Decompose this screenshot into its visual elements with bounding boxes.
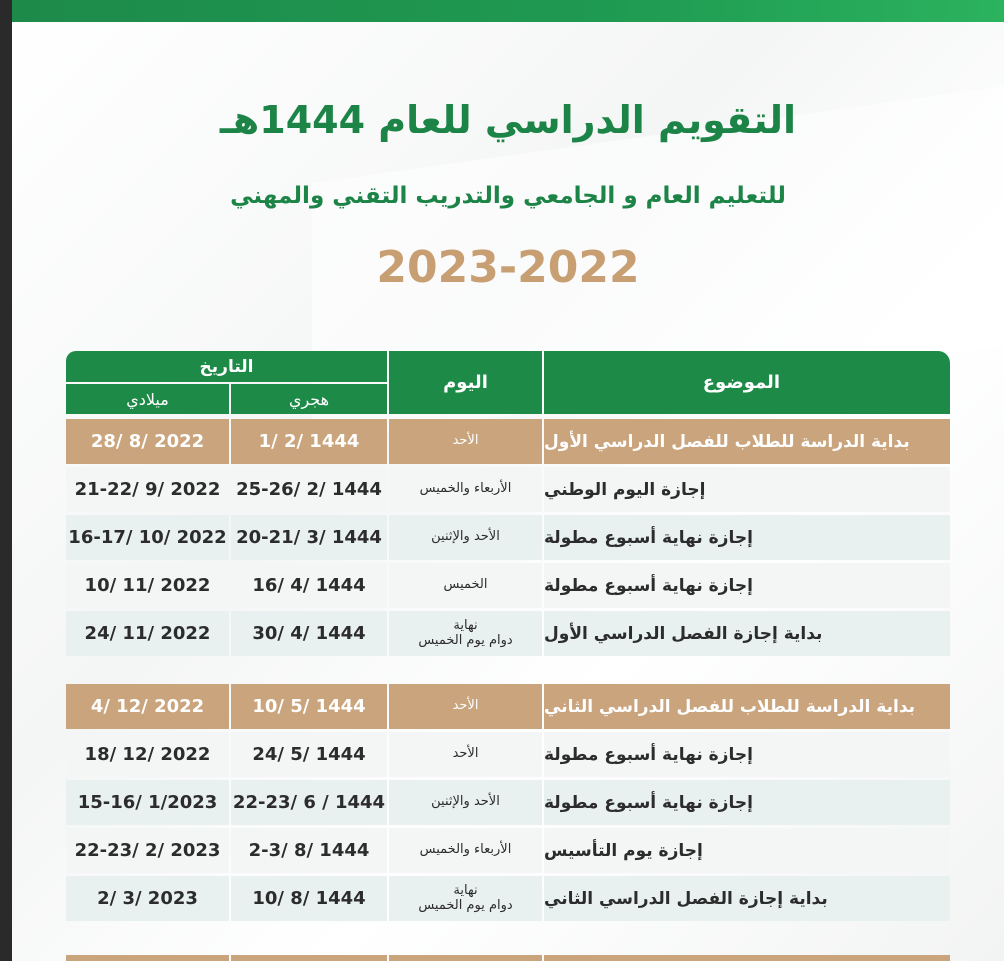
row-topic: إجازة اليوم الوطني [544, 467, 950, 512]
top-green-bar [12, 0, 1004, 22]
row-topic: بداية إجازة الفصل الدراسي الثاني [544, 876, 950, 921]
row-gregorian-date: 10/ 11/ 2022 [66, 563, 229, 608]
row-day [389, 611, 542, 656]
row-hijri-date: 10/ 5/ 1444 [231, 684, 387, 729]
next-row-partial [66, 955, 229, 961]
header-topic: الموضوع [544, 351, 950, 414]
calendar-page [12, 0, 1004, 961]
row-gregorian-date: 2/ 3/ 2023 [66, 876, 229, 921]
row-day: الأحد والإثنين [389, 515, 542, 560]
next-row-partial [544, 955, 950, 961]
row-topic: بداية الدراسة للطلاب للفصل الدراسي الثاني [544, 684, 950, 729]
row-gregorian-date: 28/ 8/ 2022 [66, 419, 229, 464]
row-topic: بداية إجازة الفصل الدراسي الأول [544, 611, 950, 656]
row-hijri-date: 16/ 4/ 1444 [231, 563, 387, 608]
row-day: الأربعاء والخميس [389, 828, 542, 873]
row-day [389, 876, 542, 921]
header-gregorian: ميلادي [66, 384, 229, 414]
row-topic: إجازة نهاية أسبوع مطولة [544, 780, 950, 825]
row-day-line2: دوام يوم الخميس [418, 632, 513, 648]
row-topic: إجازة يوم التأسيس [544, 828, 950, 873]
page-title: التقويم الدراسي للعام 1444هـ [219, 98, 797, 142]
row-gregorian-date: 24/ 11/ 2022 [66, 611, 229, 656]
row-topic: إجازة نهاية أسبوع مطولة [544, 563, 950, 608]
academic-years: 2023-2022 [376, 242, 640, 293]
header-date: التاريخ [66, 351, 387, 382]
row-day-line1: نهاية [453, 882, 478, 898]
next-row-partial [231, 955, 387, 961]
row-day: الأحد [389, 684, 542, 729]
row-hijri-date: 1/ 2/ 1444 [231, 419, 387, 464]
row-hijri-date: 10/ 8/ 1444 [231, 876, 387, 921]
row-day: الأحد [389, 419, 542, 464]
row-hijri-date: 22-23/ 6 / 1444 [231, 780, 387, 825]
row-day: الأحد والإثنين [389, 780, 542, 825]
row-hijri-date: 25-26/ 2/ 1444 [231, 467, 387, 512]
header-day: اليوم [389, 351, 542, 414]
row-hijri-date: 24/ 5/ 1444 [231, 732, 387, 777]
page-subtitle: للتعليم العام و الجامعي والتدريب التقني والمهني [230, 183, 786, 209]
row-day: الأربعاء والخميس [389, 467, 542, 512]
row-day-line1: نهاية [453, 617, 478, 633]
row-topic: بداية الدراسة للطلاب للفصل الدراسي الأول [544, 419, 950, 464]
row-hijri-date: 2-3/ 8/ 1444 [231, 828, 387, 873]
row-day-line2: دوام يوم الخميس [418, 897, 513, 913]
row-gregorian-date: 4/ 12/ 2022 [66, 684, 229, 729]
row-topic: إجازة نهاية أسبوع مطولة [544, 732, 950, 777]
row-hijri-date: 30/ 4/ 1444 [231, 611, 387, 656]
row-gregorian-date: 22-23/ 2/ 2023 [66, 828, 229, 873]
row-gregorian-date: 18/ 12/ 2022 [66, 732, 229, 777]
header-hijri: هجري [231, 384, 387, 414]
row-day: الخميس [389, 563, 542, 608]
row-day: الأحد [389, 732, 542, 777]
row-topic: إجازة نهاية أسبوع مطولة [544, 515, 950, 560]
row-gregorian-date: 15-16/ 1/2023 [66, 780, 229, 825]
row-gregorian-date: 21-22/ 9/ 2022 [66, 467, 229, 512]
next-row-partial [389, 955, 542, 961]
row-hijri-date: 20-21/ 3/ 1444 [231, 515, 387, 560]
row-gregorian-date: 16-17/ 10/ 2022 [66, 515, 229, 560]
